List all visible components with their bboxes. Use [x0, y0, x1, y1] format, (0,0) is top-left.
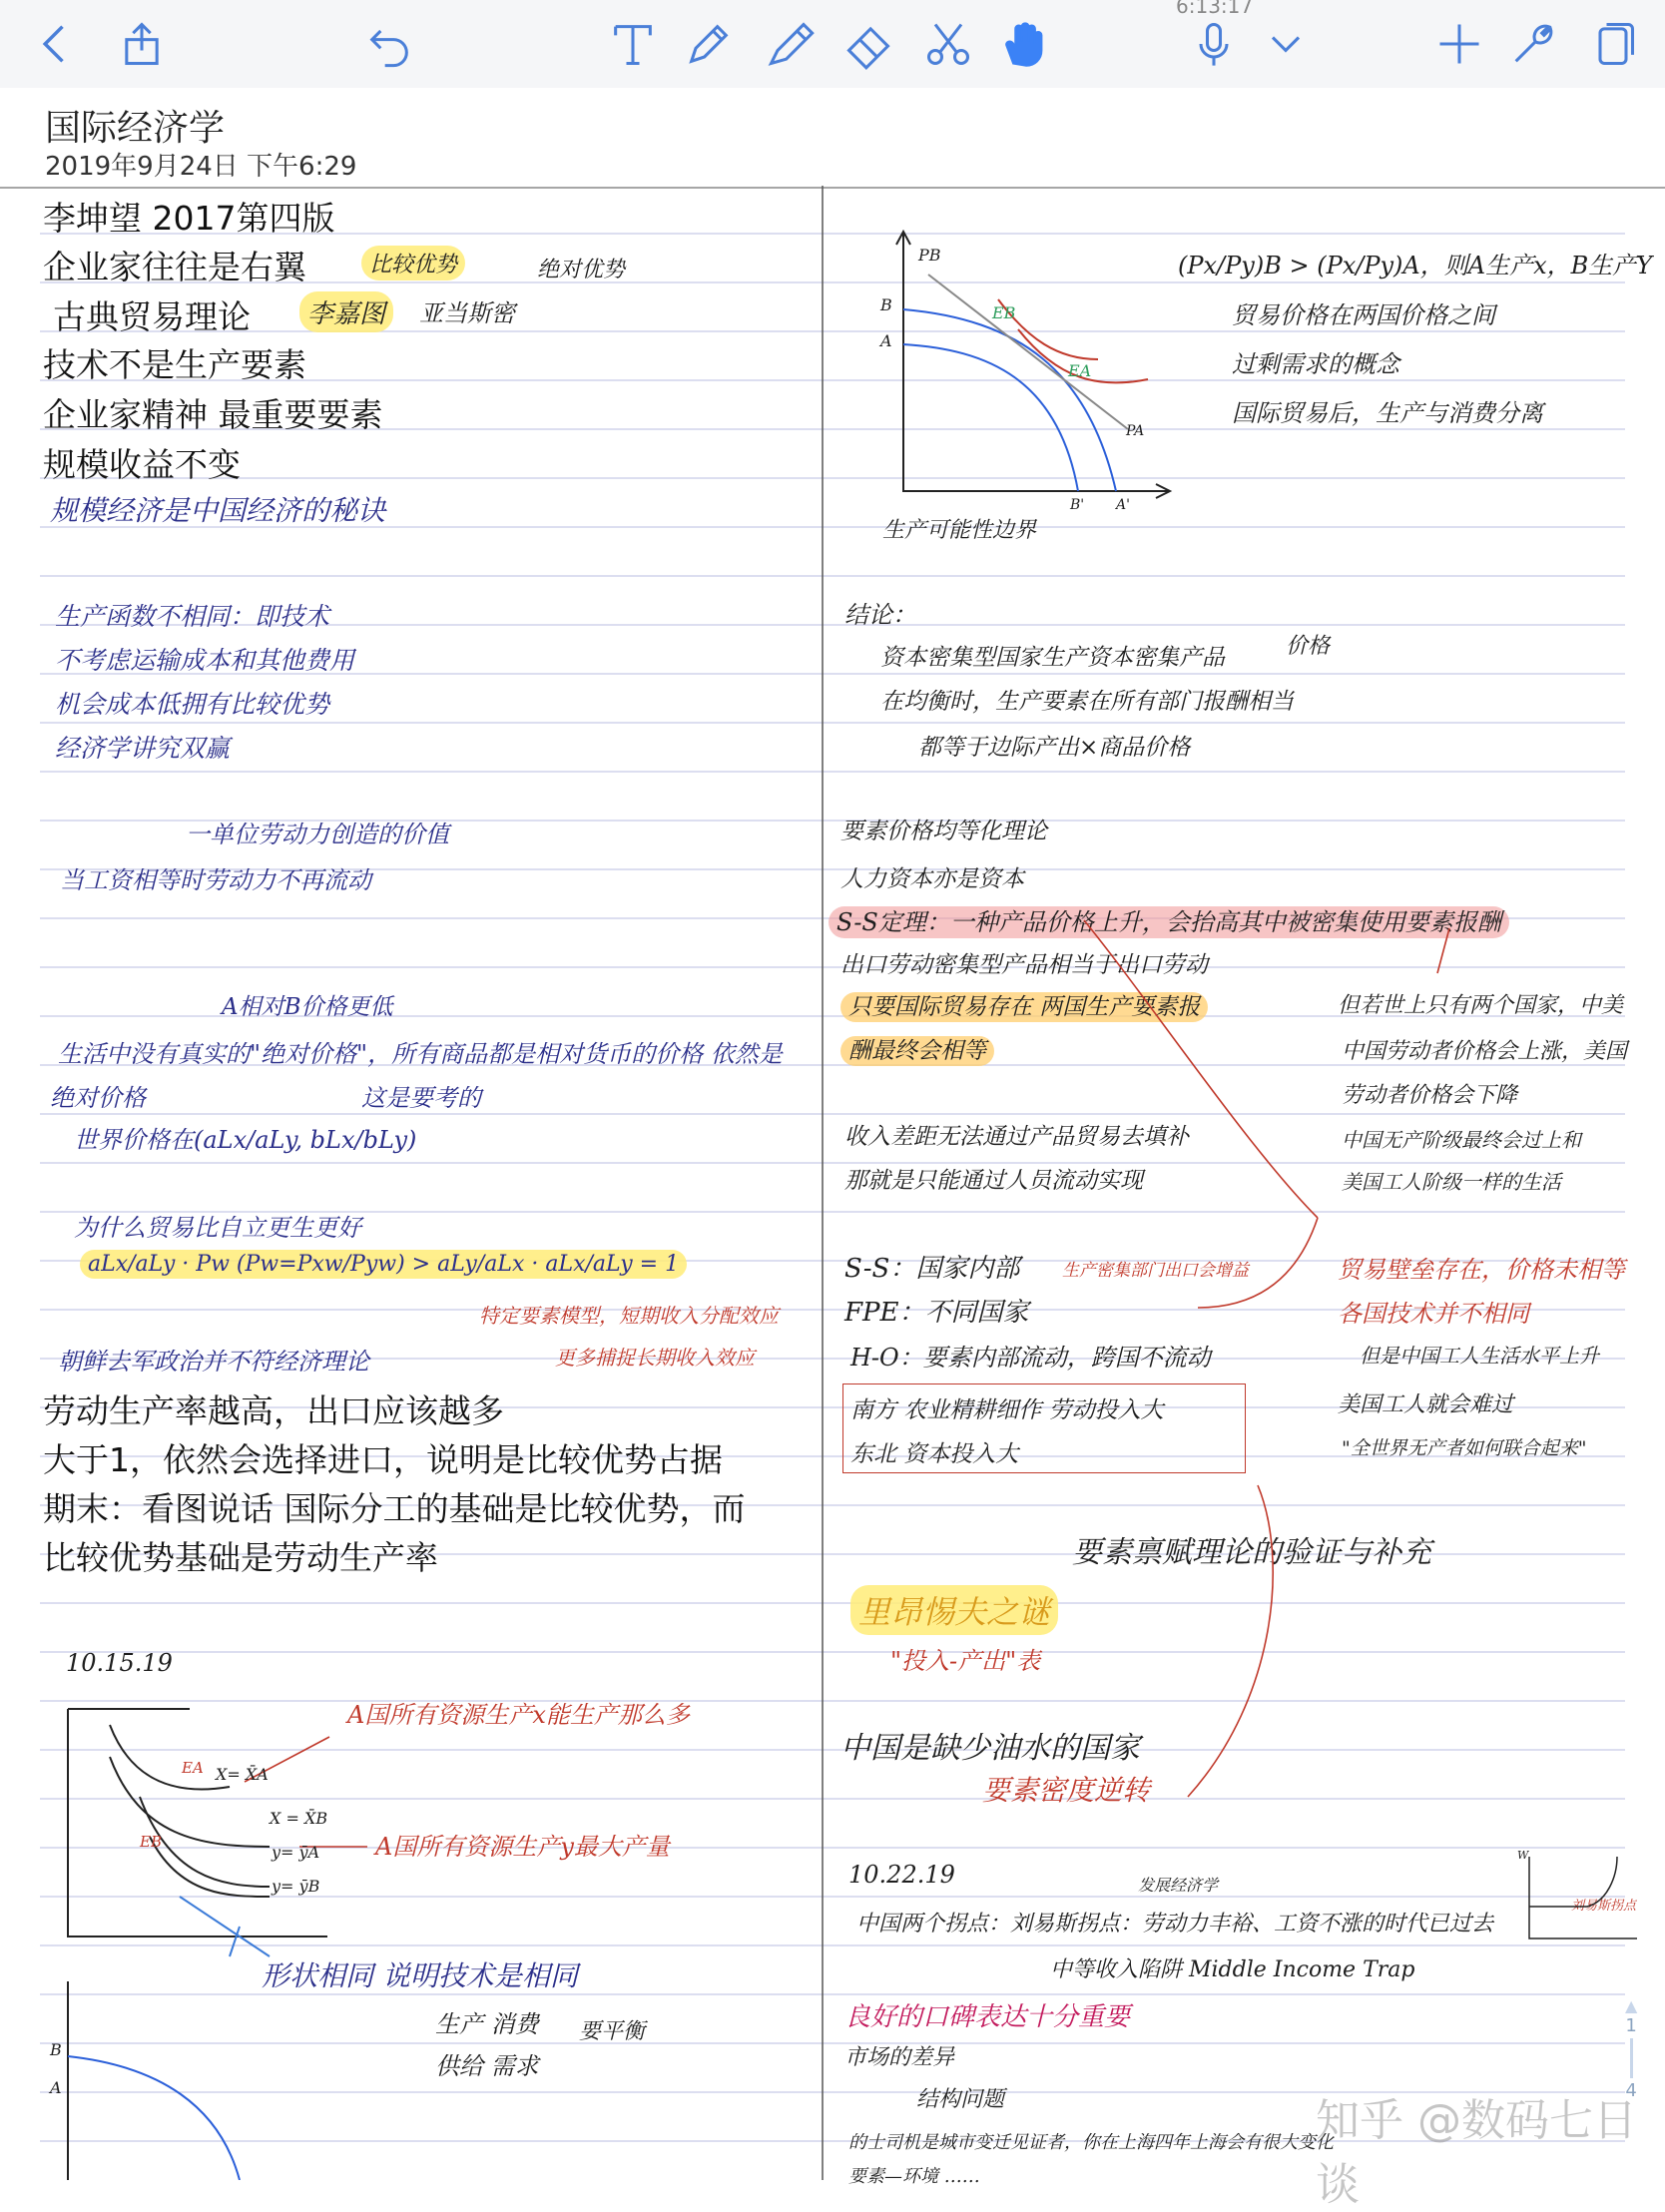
hw-note: 贸易价格在两国价格之间 — [1232, 301, 1495, 329]
hw-note: 出口劳动密集型产品相当于出口劳动 — [840, 952, 1208, 978]
share-button[interactable] — [112, 14, 172, 74]
hw-note: 世界价格在(aLx/aLy, bLx/bLy) — [74, 1126, 417, 1154]
hw-note: 亚当斯密 — [419, 299, 515, 327]
graph-label: EA — [182, 1759, 204, 1777]
hw-note: 生产可能性边界 — [882, 518, 1037, 543]
wrench-icon — [1507, 18, 1559, 70]
fpe-highlight: 酬最终会相等 — [840, 1036, 994, 1066]
typed-line: 劳动生产率越高，出口应该越多 — [43, 1391, 504, 1430]
hw-note: 贸易壁垒存在，价格未相等 — [1338, 1256, 1625, 1284]
hw-note: 经济学讲究双赢 — [55, 734, 231, 763]
status-time: 6:13:17 — [1176, 0, 1254, 18]
hw-note: "投入-产出"表 — [890, 1647, 1041, 1675]
typed-line: 期末：看图说话 国际分工的基础是比较优势，而 — [43, 1489, 746, 1528]
back-button[interactable] — [26, 14, 86, 74]
hw-note: 美国工人阶级一样的生活 — [1342, 1170, 1561, 1194]
hw-note: 机会成本低拥有比较优势 — [55, 690, 330, 719]
eraser-tool-button[interactable] — [838, 14, 898, 74]
hw-note: 资本密集型国家生产资本密集产品 — [880, 645, 1225, 671]
hw-note: 国际贸易后，生产与消费分离 — [1232, 399, 1543, 427]
hw-note: 当工资相等时劳动力不再流动 — [60, 866, 371, 894]
typed-line: 比较优势基础是劳动生产率 — [43, 1538, 438, 1577]
ss-theorem: S-S定理：一种产品价格上升，会抬高其中被密集使用要素报酬 — [829, 906, 1509, 938]
mic-dropdown-button[interactable] — [1256, 14, 1316, 74]
hw-note: 市场的差异 — [844, 2045, 955, 2070]
text-tool-icon — [607, 18, 659, 70]
typed-line: 大于1，依然会选择进口，说明是比较优势占据 — [43, 1440, 723, 1479]
plus-icon — [1433, 18, 1485, 70]
hw-note: 生活中没有真实的"绝对价格"，所有商品都是相对货币的价格 依然是 — [58, 1040, 783, 1068]
hw-note: 刘易斯拐点 — [1571, 1899, 1637, 1914]
pages-button[interactable] — [1583, 14, 1643, 74]
hw-note: 供给 需求 — [435, 2052, 539, 2080]
microphone-button[interactable] — [1184, 14, 1244, 74]
graph-label: EB — [992, 303, 1016, 322]
graph-label: y= ȳB — [272, 1877, 320, 1896]
hw-note: 生产密集部门出口会增益 — [1062, 1261, 1249, 1281]
hw-note: 都等于边际产出×商品价格 — [918, 735, 1191, 761]
scissors-tool-button[interactable] — [918, 14, 978, 74]
graph-label: X = X̄B — [270, 1809, 328, 1828]
hw-note: 中国劳动者价格会上涨，美国 — [1342, 1039, 1628, 1064]
hw-note — [840, 988, 1208, 1021]
graph-label: PB — [918, 246, 941, 265]
hw-note: 的士司机是城市变迁见证者，你在上海四年上海会有很大变化 — [848, 2132, 1334, 2153]
hw-note: 为什么贸易比自立更生更好 — [74, 1214, 361, 1242]
graph-label: PA — [1126, 423, 1145, 439]
hw-note: 绝对价格 — [50, 1084, 146, 1112]
typed-line: 古典贸易理论 — [53, 297, 251, 336]
graph-label: A — [50, 2078, 62, 2097]
graph-label: y= ȳA — [272, 1843, 320, 1862]
typed-line: 技术不是生产要素 — [43, 345, 306, 384]
hw-note: 形状相同 说明技术是相同 — [262, 1959, 578, 1992]
hw-note: 那就是只能通过人员流动实现 — [844, 1168, 1143, 1194]
hw-note: H-O：要素内部流动，跨国不流动 — [850, 1344, 1211, 1372]
note-title[interactable]: 国际经济学 — [45, 108, 226, 149]
undo-icon — [363, 18, 415, 70]
hw-note: (Px/Py)B > (Px/Py)A，则A生产x，B生产Y — [1178, 252, 1653, 279]
microphone-icon — [1188, 18, 1240, 70]
hw-note: 特定要素模型，短期收入分配效应 — [479, 1304, 779, 1328]
hw-note: 收入差距无法通过产品贸易去填补 — [844, 1124, 1189, 1150]
graph-label: B' — [1070, 497, 1085, 513]
hw-note: 更多捕捉长期收入效应 — [555, 1346, 755, 1370]
page-total: 4 — [1625, 2080, 1637, 2101]
hw-note: 要素—环境 …… — [848, 2166, 980, 2187]
text-tool-button[interactable] — [603, 14, 663, 74]
hw-note: "全世界无产者如何联合起来" — [1342, 1437, 1587, 1459]
pages-icon — [1587, 18, 1639, 70]
undo-button[interactable] — [359, 14, 419, 74]
hw-note: 价格 — [1286, 634, 1331, 659]
graph-label: A — [880, 331, 892, 350]
hw-note: FPE：不同国家 — [844, 1298, 1029, 1328]
highlighter-icon — [765, 18, 817, 70]
hw-note: 中等收入陷阱 Middle Income Trap — [1050, 1957, 1415, 1982]
hw-note: 各国技术并不相同 — [1338, 1300, 1529, 1328]
hw-heading: 要素禀赋理论的验证与补充 — [1072, 1535, 1431, 1570]
highlighter-tool-button[interactable] — [761, 14, 821, 74]
pen-tool-button[interactable] — [679, 14, 739, 74]
hw-note: 生产 消费 — [435, 2010, 539, 2038]
chevron-down-icon — [1260, 18, 1312, 70]
hw-note: 绝对优势 — [537, 258, 626, 282]
hw-note — [829, 902, 1509, 937]
fpe-highlight: 只要国际贸易存在 两国生产要素报 — [840, 992, 1208, 1022]
hw-note: 生产函数不相同：即技术 — [55, 602, 330, 631]
hw-formula: aLx/aLy · Pw (Pw=Pxw/Pyw) > aLy/aLx · aLx/aLy = 1 — [80, 1250, 687, 1279]
hw-note: A相对B价格更低 — [222, 994, 393, 1020]
graph-label: B — [50, 2040, 62, 2059]
typed-line: 企业家往往是右翼 — [43, 248, 306, 286]
hw-heading: 里昂惕夫之谜 — [850, 1585, 1058, 1635]
hw-note: 发展经济学 — [1138, 1876, 1219, 1895]
hw-note: 一单位劳动力创造的价值 — [186, 821, 449, 848]
hw-note: S-S：国家内部 — [844, 1254, 1020, 1284]
hw-date: 10.22.19 — [848, 1861, 955, 1889]
hw-note — [840, 1032, 994, 1065]
pen-icon — [683, 18, 735, 70]
graph-label: A' — [1116, 497, 1130, 513]
graph-label: EB — [140, 1833, 162, 1851]
hw-note: 中国是缺少油水的国家 — [840, 1731, 1140, 1766]
hw-note: 比较优势 — [361, 246, 465, 280]
hw-note: 东北 资本投入大 — [850, 1441, 1019, 1467]
graph-label: X= X̄A — [216, 1765, 269, 1784]
share-icon — [116, 18, 168, 70]
page-current: 1 — [1625, 2015, 1637, 2036]
graph-label: W — [1517, 1849, 1529, 1862]
hw-note: A国所有资源生产x能生产那么多 — [347, 1701, 690, 1729]
hw-note: 人力资本亦是资本 — [840, 866, 1024, 892]
watermark: 知乎 @数码七日谈 — [1316, 2095, 1637, 2210]
hw-note: 但若世上只有两个国家，中美 — [1338, 993, 1624, 1018]
hw-note: 朝鲜去军政治并不符经济理论 — [58, 1348, 369, 1376]
typed-line: 企业家精神 最重要要素 — [43, 395, 383, 434]
hw-note: 要素价格均等化理论 — [840, 819, 1047, 844]
toolbar — [0, 0, 1665, 89]
page-up-icon: ▲ — [1625, 1996, 1638, 2015]
graph-label: EA — [1068, 361, 1092, 380]
typed-line: 李坤望 2017第四版 — [43, 199, 335, 238]
hw-note: 不考虑运输成本和其他费用 — [55, 646, 355, 675]
page-divider — [1630, 2038, 1633, 2078]
page-indicator[interactable] — [1625, 1996, 1637, 2101]
hw-note: 规模经济是中国经济的秘诀 — [50, 494, 386, 527]
add-button[interactable] — [1429, 14, 1489, 74]
hand-icon — [998, 18, 1050, 70]
hw-note: 中国两个拐点：刘易斯拐点：劳动力丰裕、工资不涨的时代已过去 — [856, 1912, 1494, 1936]
hw-note: 过剩需求的概念 — [1232, 350, 1399, 378]
hw-note: 李嘉图 — [299, 291, 393, 332]
hw-note: 中国无产阶级最终会过上和 — [1342, 1128, 1581, 1152]
hw-note: 要素密度逆转 — [982, 1774, 1151, 1807]
hw-note: 良好的口碑表达十分重要 — [844, 2002, 1131, 2032]
hw-note: 但是中国工人生活水平上升 — [1360, 1344, 1599, 1368]
hw-note: 南方 农业精耕细作 劳动投入大 — [850, 1397, 1164, 1423]
hw-note: 结构问题 — [916, 2087, 1005, 2112]
hw-note: 美国工人就会难过 — [1338, 1392, 1514, 1417]
eraser-icon — [842, 18, 894, 70]
settings-button[interactable] — [1503, 14, 1563, 74]
note-date: 2019年9月24日 下午6:29 — [45, 152, 357, 182]
hw-note: 结论： — [844, 601, 916, 629]
chevron-left-icon — [30, 18, 82, 70]
hw-note: 这是要考的 — [361, 1084, 481, 1112]
hw-note: 劳动者价格会下降 — [1342, 1083, 1518, 1108]
hw-note: 在均衡时，生产要素在所有部门报酬相当 — [880, 689, 1294, 715]
hw-note: 要平衡 — [579, 2019, 646, 2044]
hw-note: A国所有资源生产y最大产量 — [375, 1833, 670, 1861]
graph-label: B — [880, 295, 892, 314]
scissors-icon — [922, 18, 974, 70]
hw-date: 10.15.19 — [66, 1649, 173, 1677]
typed-line: 规模收益不变 — [43, 445, 241, 484]
hand-tool-button[interactable] — [994, 14, 1054, 74]
